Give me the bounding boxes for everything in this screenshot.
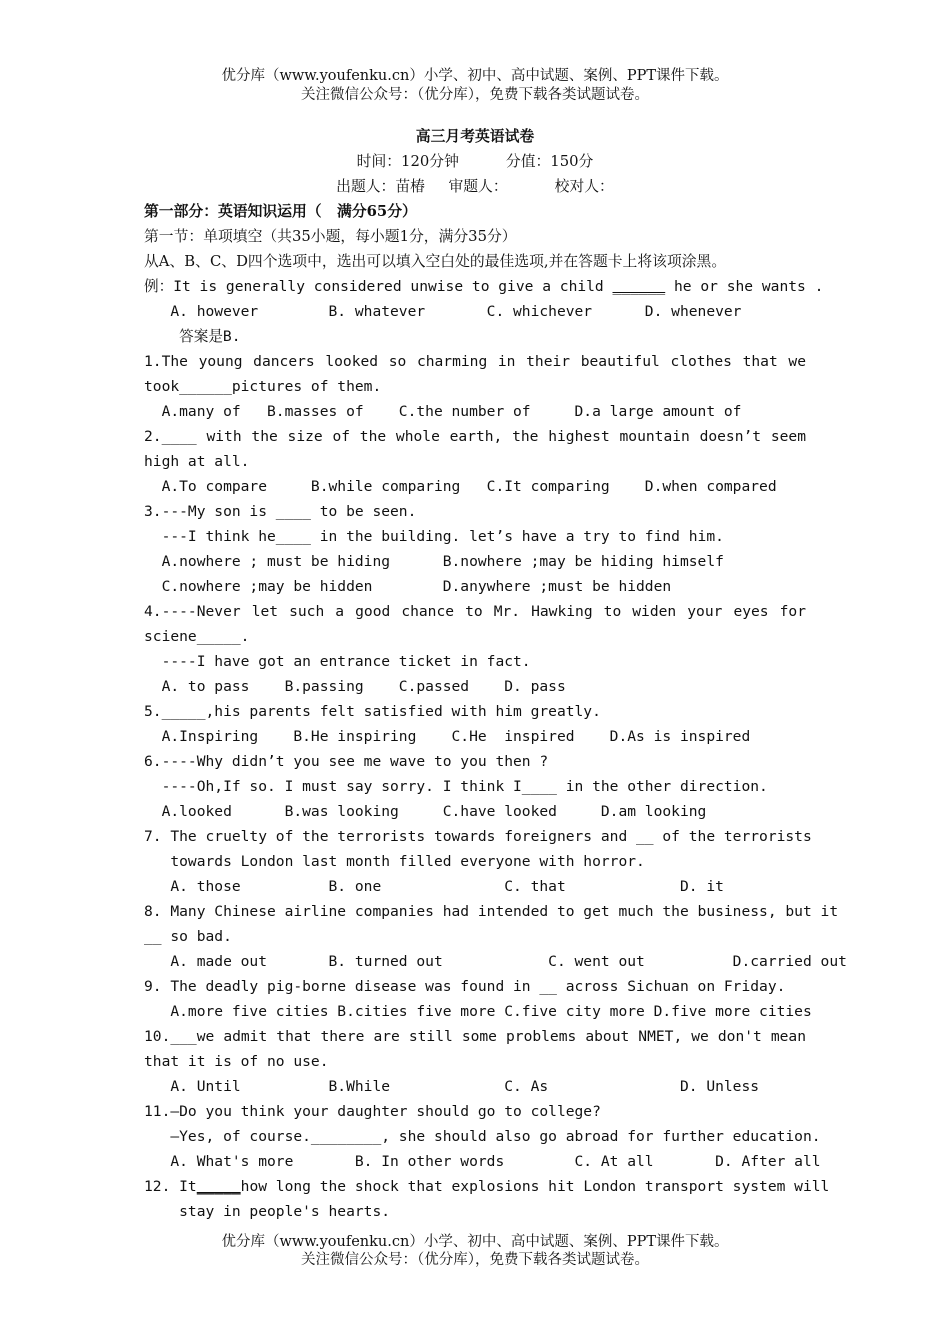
question-options: A. made out B. turned out C. went out D.carried out: [144, 953, 847, 970]
question-options: A. What's more B. In other words C. At all D. After all: [144, 1153, 821, 1170]
question-line: 9. The deadly pig-borne disease was found in __ across Sichuan on Friday.: [144, 978, 786, 995]
question-line: took______pictures of them.: [144, 378, 382, 395]
question-line: high at all.: [144, 453, 250, 470]
question-options: A.nowhere ; must be hiding B.nowhere ;may be hiding himself: [144, 553, 724, 570]
question-line: sciene_____.: [144, 628, 250, 645]
question-line: 1.The young dancers looked so charming in their beautiful clothes that we: [144, 353, 806, 370]
question-line: 10.___we admit that there are still some problems about NMET, we don't mean: [144, 1028, 806, 1045]
question-line: 7. The cruelty of the terrorists towards foreigners and __ of the terrorists: [144, 828, 812, 845]
question-options: C.nowhere ;may be hidden D.anywhere ;must be hidden: [144, 578, 672, 595]
example-question: [144, 277, 823, 297]
question-options: A.Inspiring B.He inspiring C.He inspired D.As is inspired: [144, 728, 751, 745]
footer-line-1: 优分库（www.youfenku.cn）小学、初中、高中试题、案例、PPT课件下载。: [221, 1234, 729, 1250]
question-line: that it is of no use.: [144, 1053, 329, 1070]
question-12-blank: _____: [196, 1178, 241, 1195]
question-line: 3.---My son is ____ to be seen.: [144, 503, 417, 520]
question-line: 8. Many Chinese airline companies had intended to get much the business, but it: [144, 903, 839, 920]
footer-line-2: 关注微信公众号：（优分库），免费下载各类试题试卷。: [301, 1252, 649, 1268]
question-options: A. Until B.While C. As D. Unless: [144, 1078, 760, 1095]
question-options: A.many of B.masses of C.the number of D.a large amount of: [144, 403, 742, 420]
exam-title: 高三月考英语试卷: [415, 128, 535, 145]
question-line: ----Oh,If so. I must say sorry. I think I____ in the other direction.: [144, 778, 768, 795]
question-line: 2.____ with the size of the whole earth, the highest mountain doesn’t seem: [144, 428, 806, 445]
question-line: 4.----Never let such a good chance to Mr. Hawking to widen your eyes for: [144, 603, 806, 620]
example-blank: ______: [612, 278, 666, 295]
example-question-start: 例：It is generally considered unwise to give a child: [144, 278, 613, 295]
question-12-end: how long the shock that explosions hit London transport system will: [240, 1178, 830, 1195]
question-options: A. to pass B.passing C.passed D. pass: [144, 678, 566, 695]
question-12-start: 12. It: [144, 1178, 197, 1195]
question-line: ---I think he____ in the building. let’s have a try to find him.: [144, 528, 724, 545]
question-line: —Yes, of course.________, she should also go abroad for further education.: [144, 1128, 821, 1145]
exam-time-score: 时间：120分钟 分值：150分: [356, 153, 594, 170]
section-one-heading: 第一节：单项填空（共35小题，每小题1分，满分35分）: [144, 228, 517, 245]
question-options: A.looked B.was looking C.have looked D.am looking: [144, 803, 707, 820]
question-line: [144, 1177, 829, 1197]
question-line: stay in people's hearts.: [144, 1203, 391, 1220]
header-line-2: 关注微信公众号：（优分库），免费下载各类试题试卷。: [301, 87, 649, 103]
question-line: 6.----Why didn’t you see me wave to you then ?: [144, 753, 549, 770]
header-line-1: 优分库（www.youfenku.cn）小学、初中、高中试题、案例、PPT课件下载。: [221, 68, 729, 84]
example-answer: 答案是B.: [144, 328, 241, 345]
instruction-text: 从A、B、C、D四个选项中，选出可以填入空白处的最佳选项,并在答题卡上将该项涂黑。: [144, 253, 727, 270]
example-question-end: he or she wants .: [665, 278, 824, 295]
question-line: 11.—Do you think your daughter should go to college?: [144, 1103, 601, 1120]
question-line: ----I have got an entrance ticket in fact.: [144, 653, 531, 670]
question-options: A. those B. one C. that D. it: [144, 878, 724, 895]
question-line: 5._____,his parents felt satisfied with him greatly.: [144, 703, 601, 720]
exam-people: 出题人：苗椿 审题人： 校对人：: [336, 178, 614, 195]
question-options: A.To compare B.while comparing C.It comparing D.when compared: [144, 478, 777, 495]
question-options: A.more five cities B.cities five more C.five city more D.five more cities: [144, 1003, 812, 1020]
part-one-heading: 第一部分：英语知识运用（ 满分65分）: [144, 203, 417, 220]
question-line: towards London last month filled everyone with horror.: [144, 853, 645, 870]
question-line: __ so bad.: [144, 928, 232, 945]
example-options: A. however B. whatever C. whichever D. whenever: [144, 303, 742, 320]
